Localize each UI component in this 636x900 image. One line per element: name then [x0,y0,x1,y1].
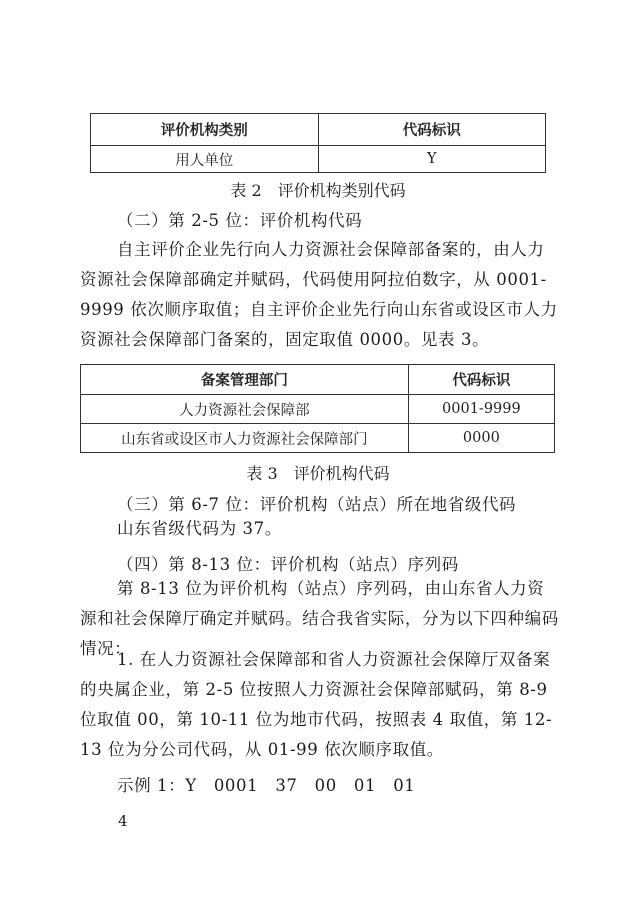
table-header-cell: 备案管理部门 [81,365,409,395]
table-cell: 0000 [408,424,554,453]
table-header-cell: 代码标识 [408,365,554,395]
section-heading: （三）第 6-7 位：评价机构（站点）所在地省级代码 [117,495,517,514]
table-cell: 0001-9999 [408,395,554,424]
table-cell: 用人单位 [91,146,319,173]
table-evaluation-org-type [90,113,546,173]
table-cell: 人力资源社会保障部 [81,395,409,424]
list-item: 1. 在人力资源社会保障部和省人力资源社会保障厅双备案的央属企业，第 2-5 位按照人力资源社会保障部赋码，第 8-9 位取值 00，第 10-11 位为地市代码，按照表 4 取值，第 12-13 位为分公司代码，从 01-99 依次顺序取值。 [80,650,553,759]
table-cell: Y [318,146,546,173]
body-paragraph: 第 8-13 位为评价机构（站点）序列码，由山东省人力资源和社会保障厅确定并赋码。结合我省实际，分为以下四种编码情况： [80,579,559,658]
body-paragraph: 自主评价企业先行向人力资源社会保障部备案的，由人力资源社会保障部确定并赋码，代码使用阿拉伯数字，从 0001-9999 依次顺序取值；自主评价企业先行向山东省或设区市人力资源社会保障部门备案的，固定取值 0000。见表 3。 [80,240,558,349]
page-number: 4 [118,812,128,830]
table-caption: 表 2 评价机构类别代码 [230,181,406,200]
table-caption: 表 3 评价机构代码 [246,464,390,483]
table-cell: 山东省或设区市人力资源社会保障部门 [81,424,409,453]
section-heading: （四）第 8-13 位：评价机构（站点）序列码 [117,555,459,574]
body-paragraph: 山东省级代码为 37。 [117,519,282,538]
table-evaluation-org-code [80,364,555,453]
table-header-cell: 评价机构类别 [91,114,319,146]
section-heading: （二）第 2-5 位：评价机构代码 [117,211,363,230]
table-header-cell: 代码标识 [318,114,546,146]
example-line: 示例 1：Y 0001 37 00 01 01 [117,776,416,795]
